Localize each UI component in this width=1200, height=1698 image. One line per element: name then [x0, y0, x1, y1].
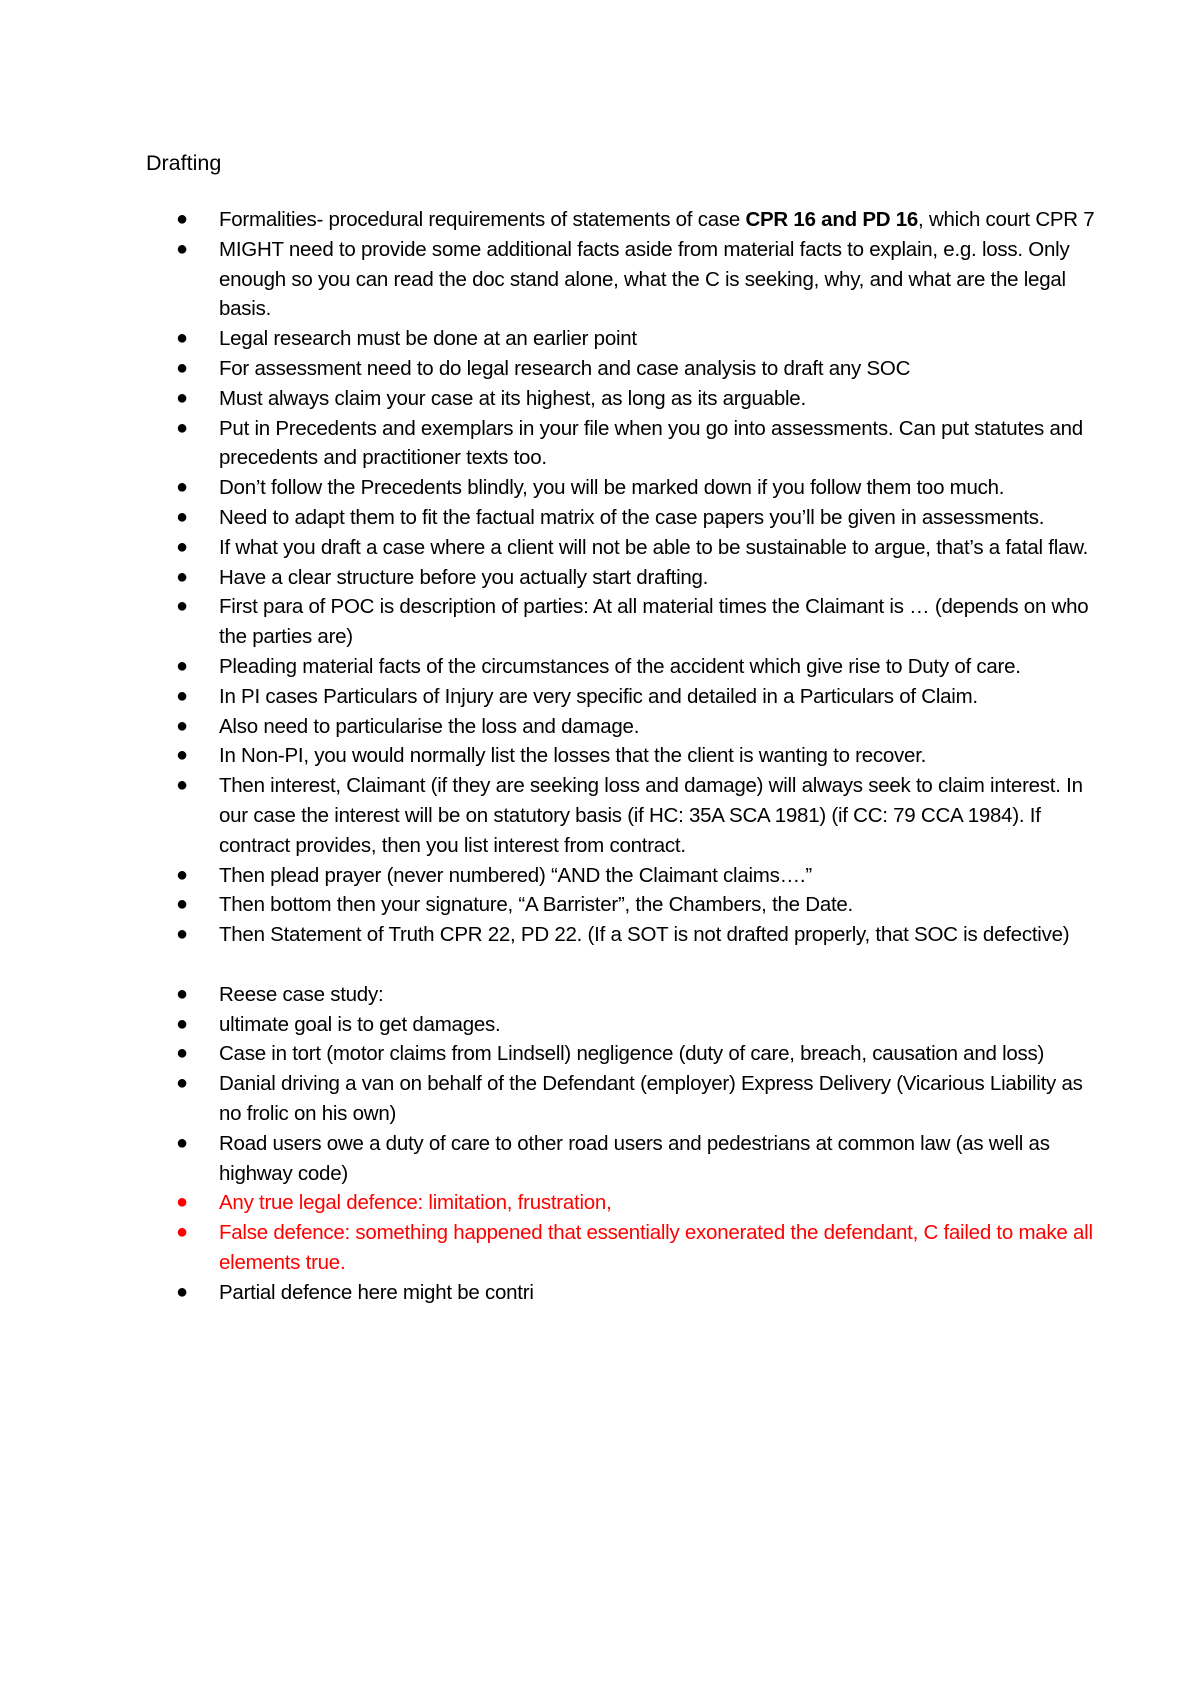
bullet-icon: ● — [176, 208, 188, 230]
bullet-icon: ● — [176, 863, 188, 886]
list-item — [146, 920, 1096, 950]
bullet-icon: ● — [176, 684, 188, 707]
list-item — [146, 354, 1096, 384]
bullet-icon: ● — [176, 476, 188, 499]
list-item-highlighted — [146, 1188, 1096, 1218]
bullet-icon: ● — [176, 654, 188, 677]
list-item-text: If what you draft a case where a client will not be able to be sustainable to argue, that’s a fatal flaw. — [219, 535, 1089, 559]
list-item-text: Road users owe a duty of care to other road users and pedestrians at common law (as well as highway code) — [219, 1131, 1050, 1185]
list-item-text: Then Statement of Truth CPR 22, PD 22. (If a SOT is not drafted properly, that SOC is defective) — [219, 923, 1070, 947]
list-item-text: For assessment need to do legal research and case analysis to draft any SOC — [219, 356, 911, 380]
list-item-text: Legal research must be done at an earlier point — [219, 327, 637, 351]
bullet-icon: ● — [176, 595, 188, 618]
notes-list — [146, 205, 1096, 1307]
list-item — [146, 1039, 1096, 1069]
bullet-icon: ● — [176, 893, 188, 916]
list-item-text: Then plead prayer (never numbered) “AND the Claimant claims….” — [219, 863, 812, 887]
list-item-text: Put in Precedents and exemplars in your file when you go into assessments. Can put statutes and precedents and practitioner texts too. — [219, 416, 1083, 470]
list-item — [146, 205, 1096, 235]
list-item — [146, 682, 1096, 712]
list-item — [146, 712, 1096, 742]
bullet-icon: ● — [176, 1131, 188, 1154]
list-item — [146, 771, 1096, 860]
bullet-icon: ● — [176, 1072, 188, 1095]
list-item — [146, 503, 1096, 533]
list-item — [146, 414, 1096, 474]
list-item — [146, 1069, 1096, 1129]
list-item-text: In Non-PI, you would normally list the losses that the client is wanting to recover. — [219, 744, 927, 768]
bullet-icon: ● — [176, 774, 188, 797]
list-item — [146, 890, 1096, 920]
list-item — [146, 980, 1096, 1010]
list-item-text: Have a clear structure before you actually start drafting. — [219, 565, 709, 589]
list-item-text: Then interest, Claimant (if they are seeking loss and damage) will always seek to claim interest. In our case the interest will be on statutory basis (if HC: 35A SCA 1981) (if CC: 79 CCA 1984). If contract provides, then you list interest from contract. — [219, 774, 1083, 857]
list-item — [146, 592, 1096, 652]
bullet-icon: ● — [176, 923, 188, 946]
bullet-icon: ● — [176, 1280, 188, 1303]
bullet-icon: ● — [176, 237, 188, 260]
list-item — [146, 1278, 1096, 1308]
list-item-text: MIGHT need to provide some additional facts aside from material facts to explain, e.g. loss. Only enough so you can read the doc stand alone, what the C is seeking, why, and what are the legal basis. — [219, 237, 1070, 321]
list-item-text: ultimate goal is to get damages. — [219, 1012, 501, 1036]
list-item-text: Reese case study: — [219, 982, 384, 1006]
list-item-text: Pleading material facts of the circumstances of the accident which give rise to Duty of care. — [219, 654, 1021, 678]
bullet-icon: ● — [176, 1191, 188, 1214]
list-item — [146, 473, 1096, 503]
bullet-icon: ● — [176, 982, 188, 1005]
list-item — [146, 324, 1096, 354]
bullet-icon: ● — [176, 1042, 188, 1065]
list-item-text: Any true legal defence: limitation, frustration, — [219, 1191, 612, 1215]
list-item — [146, 1010, 1096, 1040]
list-item-text: Case in tort (motor claims from Lindsell) negligence (duty of care, breach, causation and loss) — [219, 1042, 1045, 1066]
list-item-text: First para of POC is description of parties: At all material times the Claimant is … (depends on who the parties are) — [219, 595, 1089, 649]
bullet-icon: ● — [176, 565, 188, 588]
list-item-text: False defence: something happened that essentially exonerated the defendant, C failed to make all elements true. — [219, 1221, 1093, 1274]
list-item-text: Partial defence here might be contri — [219, 1280, 534, 1304]
list-item — [146, 533, 1096, 563]
list-item-text: Need to adapt them to fit the factual matrix of the case papers you’ll be given in assessments. — [219, 505, 1045, 529]
list-item-text: Then bottom then your signature, “A Barrister”, the Chambers, the Date. — [219, 893, 854, 917]
list-item — [146, 235, 1096, 324]
bullet-icon: ● — [176, 744, 188, 767]
bullet-icon: ● — [176, 1221, 188, 1244]
list-item-text: Danial driving a van on behalf of the Defendant (employer) Express Delivery (Vicarious Liability as no frolic on his own) — [219, 1072, 1083, 1125]
list-item — [146, 1129, 1096, 1189]
list-item-text: Formalities- procedural requirements of statements of case CPR 16 and PD 16, which court CPR 7 — [219, 208, 1095, 231]
list-item-text: Also need to particularise the loss and damage. — [219, 714, 640, 738]
list-item — [146, 861, 1096, 891]
bullet-icon: ● — [176, 505, 188, 528]
list-item-highlighted — [146, 1218, 1096, 1278]
blank-line — [146, 950, 1096, 980]
bullet-icon: ● — [176, 356, 188, 379]
list-item — [146, 652, 1096, 682]
document-title: Drafting — [146, 151, 222, 175]
list-item — [146, 741, 1096, 771]
list-item-text: In PI cases Particulars of Injury are very specific and detailed in a Particulars of Claim. — [219, 684, 978, 708]
list-item — [146, 563, 1096, 593]
bullet-icon: ● — [176, 535, 188, 558]
list-item-text: Don’t follow the Precedents blindly, you will be marked down if you follow them too much. — [219, 476, 1005, 500]
bullet-icon: ● — [176, 416, 188, 439]
bullet-icon: ● — [176, 386, 188, 409]
bullet-icon: ● — [176, 1012, 188, 1035]
list-item-text: Must always claim your case at its highest, as long as its arguable. — [219, 386, 806, 410]
bullet-icon: ● — [176, 714, 188, 737]
bullet-icon: ● — [176, 327, 188, 350]
list-item — [146, 384, 1096, 414]
